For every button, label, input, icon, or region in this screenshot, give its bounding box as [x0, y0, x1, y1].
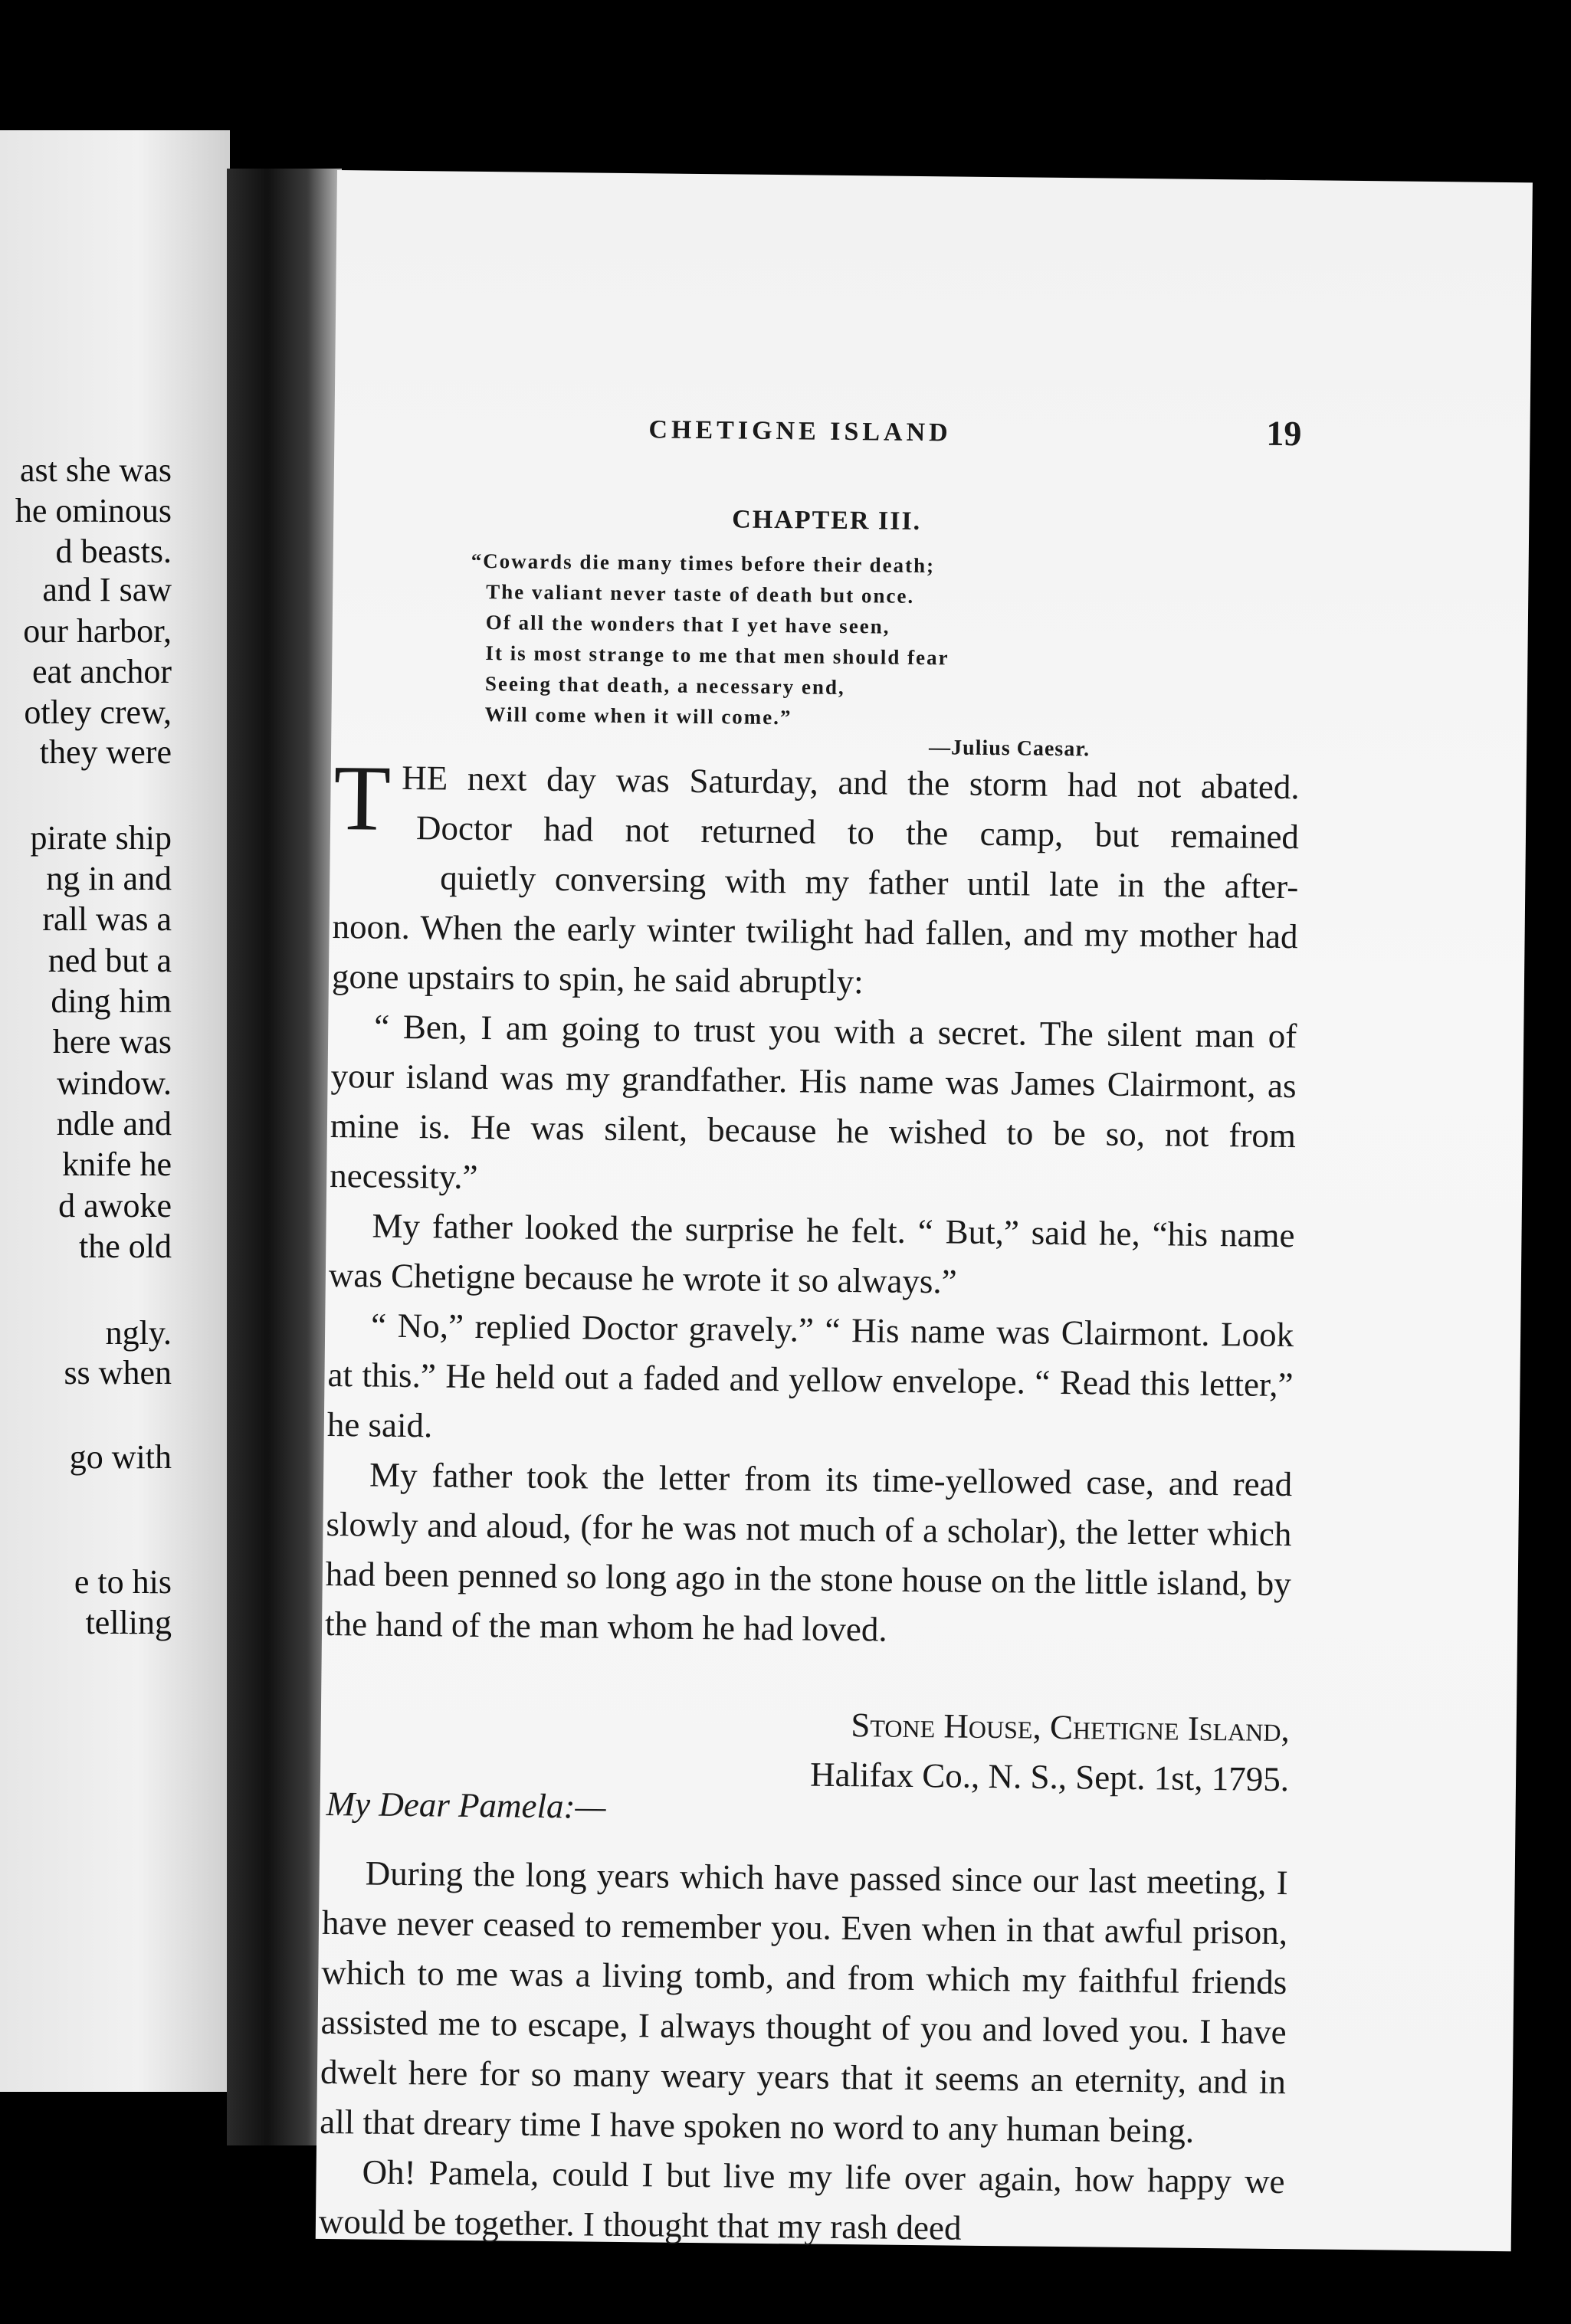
epigraph-line: Seeing that death, a necessary end,: [484, 672, 845, 699]
previous-page-line: otley crew,: [24, 693, 172, 731]
letter-salutation: My Dear Pamela:—: [326, 1784, 606, 1826]
paragraph: “ Ben, I am going to trust you with a secret. The silent man of your island was my grandfather. His name was James Clairmont, as mine is. He was silent, because he wished to be so, not from necessity.”: [329, 1007, 1297, 1196]
previous-page-line: knife he: [62, 1146, 172, 1183]
previous-page-line: here was: [52, 1023, 172, 1060]
epigraph-line: Will come when it will come.”: [484, 703, 792, 729]
page-number: 19: [1266, 413, 1302, 454]
paragraph-line: quietly conversing with my father until late in the after-: [440, 858, 1299, 906]
paragraph: “ No,” replied Doctor gravely.” “ His name was Clairmont. Look at this.” He held out a faded and yellow envelope. “ Read this letter,” he said.: [326, 1306, 1294, 1445]
previous-page-line: ss when: [64, 1354, 172, 1391]
epigraph-line: The valiant never taste of death but once.: [486, 580, 915, 608]
previous-page-line: ast she was: [20, 451, 172, 489]
previous-page-line: telling: [85, 1604, 172, 1641]
paragraph: My father took the letter from its time-yellowed case, and read slowly and aloud, (for he was not much of a scholar), the letter which had been penned so long ago in the stone house on the little island, by the hand of the man whom he had loved.: [324, 1455, 1293, 1649]
paragraph-line: Doctor had not returned to the camp, but remained: [415, 808, 1300, 857]
previous-page-line: and I saw: [42, 571, 172, 608]
previous-page-line: ned but a: [48, 942, 172, 979]
drop-cap: T: [333, 746, 392, 851]
paragraph-line: HE next day was Saturday, and the storm had not abated.: [401, 758, 1300, 807]
previous-page-line: rall was a: [42, 900, 172, 938]
previous-page-line: ndle and: [56, 1105, 172, 1142]
book-page: [316, 170, 1533, 2251]
previous-page-fragment: [0, 130, 230, 2092]
epigraph-line: It is most strange to me that men should fear: [485, 641, 949, 670]
previous-page-line: go with: [69, 1438, 172, 1476]
previous-page-line: he ominous: [15, 492, 172, 529]
previous-page-line: eat anchor: [32, 653, 172, 690]
letter-paragraph: During the long years which have passed since our last meeting, I have never ceased to remember you. Even when in that awful prison, which to me was a living tomb, and from which my faithful friends assisted me to escape, I always thought of you and loved you. I have dwelt here for so many weary years that it seems an eternity, and in all that dreary time I have spoken no word to any human being.: [320, 1854, 1288, 2150]
previous-page-line: pirate ship: [30, 819, 172, 857]
previous-page-line: they were: [39, 733, 172, 771]
previous-page-line: e to his: [74, 1563, 172, 1601]
previous-page-line: the old: [79, 1228, 172, 1265]
paragraph: noon. When the early winter twilight had fallen, and my mother had gone upstairs to spin, he said abruptly:: [331, 906, 1298, 1001]
previous-page-line: ding him: [51, 982, 172, 1020]
previous-page-line: d awoke: [58, 1187, 172, 1224]
epigraph-line: “Cowards die many times before their death;: [471, 549, 936, 578]
epigraph-line: Of all the wonders that I yet have seen,: [485, 611, 890, 638]
previous-page-line: ng in and: [46, 860, 172, 897]
letter-address-line: Halifax Co., N. S., Sept. 1st, 1795.: [809, 1755, 1290, 1799]
epigraph-attribution: —Julius Caesar.: [928, 736, 1091, 762]
letter-paragraph: Oh! Pamela, could I but live my life over again, how happy we would be together. I thought that my rash deed: [318, 2152, 1285, 2247]
previous-page-line: d beasts.: [55, 533, 172, 570]
epigraph: [469, 546, 950, 735]
previous-page-line: window.: [57, 1064, 172, 1102]
chapter-title: CHAPTER III.: [732, 505, 922, 536]
letter-address-line: [722, 1699, 1290, 1755]
previous-page-line: our harbor,: [23, 612, 172, 650]
running-head: CHETIGNE ISLAND: [648, 415, 952, 447]
previous-page-line: ngly.: [105, 1314, 172, 1352]
letter-address-text: Stone House, Chetigne Island,: [851, 1706, 1291, 1749]
paragraph: My father looked the surprise he felt. “ But,” said he, “his name was Chetigne because he wrote it so always.”: [328, 1206, 1295, 1301]
